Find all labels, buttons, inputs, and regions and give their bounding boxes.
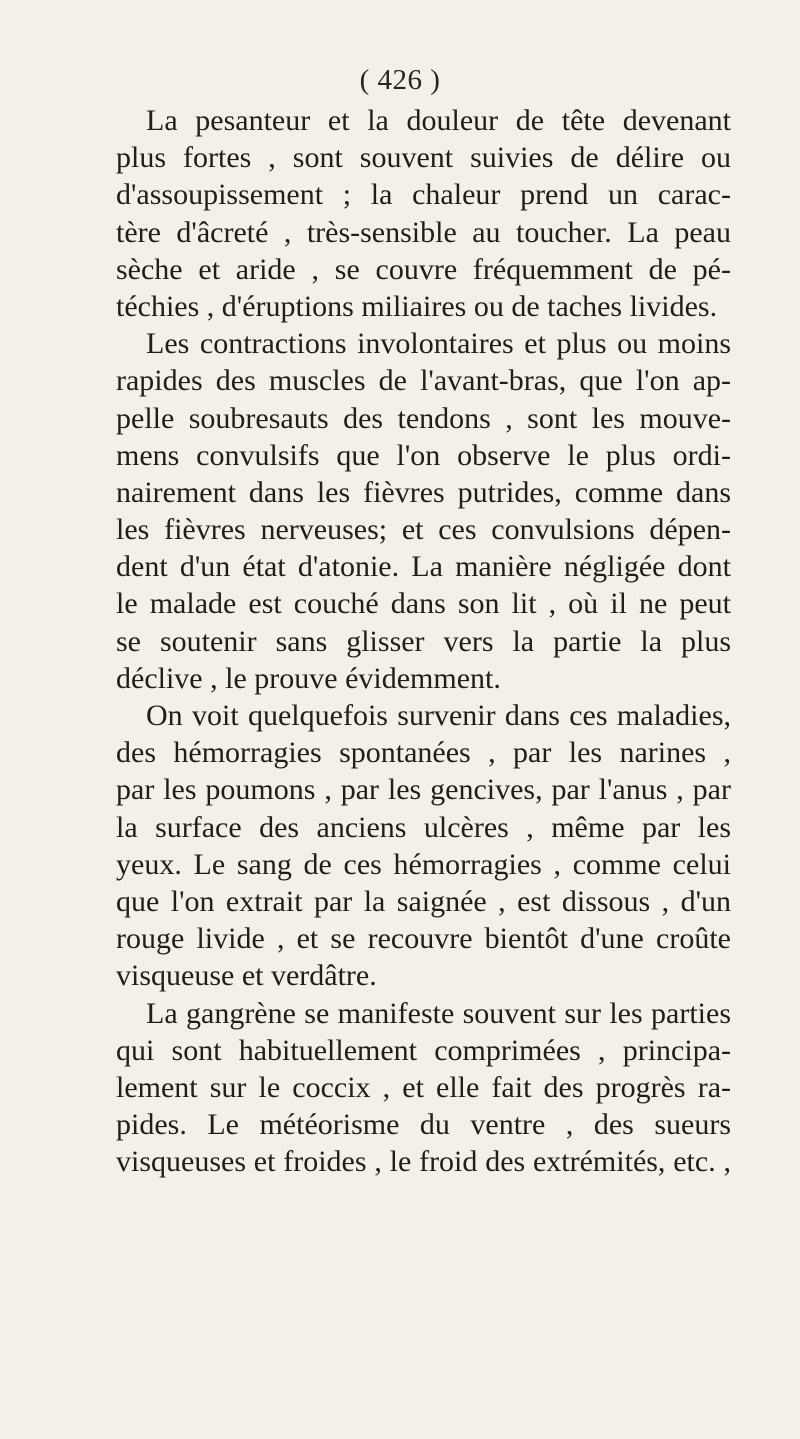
text-line: qui sont habituellement comprimées , principa- xyxy=(116,1033,731,1067)
text-line: La pesanteur et la douleur de tête devenant xyxy=(146,104,731,137)
text-line: d'assoupissement ; la chaleur prend un carac- xyxy=(116,178,731,212)
text-line: tère d'âcreté , très-sensible au toucher. La peau xyxy=(116,215,731,249)
text-line: pides. Le météorisme du ventre , des sueurs xyxy=(116,1108,731,1142)
text-line: rapides des muscles de l'avant-bras, que l'on ap- xyxy=(116,364,731,398)
text-line: visqueuse et verdâtre. xyxy=(116,959,377,993)
body-text xyxy=(116,102,731,1180)
text-line: déclive , le prouve évidemment. xyxy=(116,661,501,695)
page-number: ( 426 ) xyxy=(359,64,441,96)
text-line: On voit quelquefois survenir dans ces maladies, xyxy=(146,699,731,732)
text-line: yeux. Le sang de ces hémorragies , comme celui xyxy=(116,847,731,881)
text-line: mens convulsifs que l'on observe le plus ordi- xyxy=(116,438,731,472)
paragraph xyxy=(116,995,731,1181)
text-line: sèche et aride , se couvre fréquemment de pé- xyxy=(116,252,731,286)
text-line: La gangrène se manifeste souvent sur les parties xyxy=(146,996,731,1030)
text-line: pelle soubresauts des tendons , sont les mouve- xyxy=(116,401,731,435)
text-line: téchies , d'éruptions miliaires ou de taches livides. xyxy=(116,289,718,323)
text-line: par les poumons , par les gencives, par l'anus , par xyxy=(116,773,731,807)
text-line: dent d'un état d'atonie. La manière négligée dont xyxy=(116,550,731,584)
text-line: nairement dans les fièvres putrides, comme dans xyxy=(116,475,731,509)
text-line: visqueuses et froides , le froid des extrémités, etc. , xyxy=(116,1145,731,1179)
text-line: rouge livide , et se recouvre bientôt d'une croûte xyxy=(116,922,731,956)
text-line: les fièvres nerveuses; et ces convulsions dépen- xyxy=(116,513,731,547)
paragraph xyxy=(116,697,731,995)
text-line: se soutenir sans glisser vers la partie la plus xyxy=(116,624,731,658)
text-line: plus fortes , sont souvent suivies de délire ou xyxy=(116,141,731,175)
text-line: des hémorragies spontanées , par les narines , xyxy=(116,736,731,770)
text-line: Les contractions involontaires et plus ou moins xyxy=(146,327,731,361)
paragraph xyxy=(116,325,731,697)
paragraph xyxy=(116,102,731,325)
text-line: le malade est couché dans son lit , où il ne peut xyxy=(116,587,731,621)
text-line: que l'on extrait par la saignée , est dissous , d'un xyxy=(116,884,731,918)
text-line: la surface des anciens ulcères , même par les xyxy=(116,810,731,844)
text-line: lement sur le coccix , et elle fait des progrès ra- xyxy=(116,1070,731,1104)
